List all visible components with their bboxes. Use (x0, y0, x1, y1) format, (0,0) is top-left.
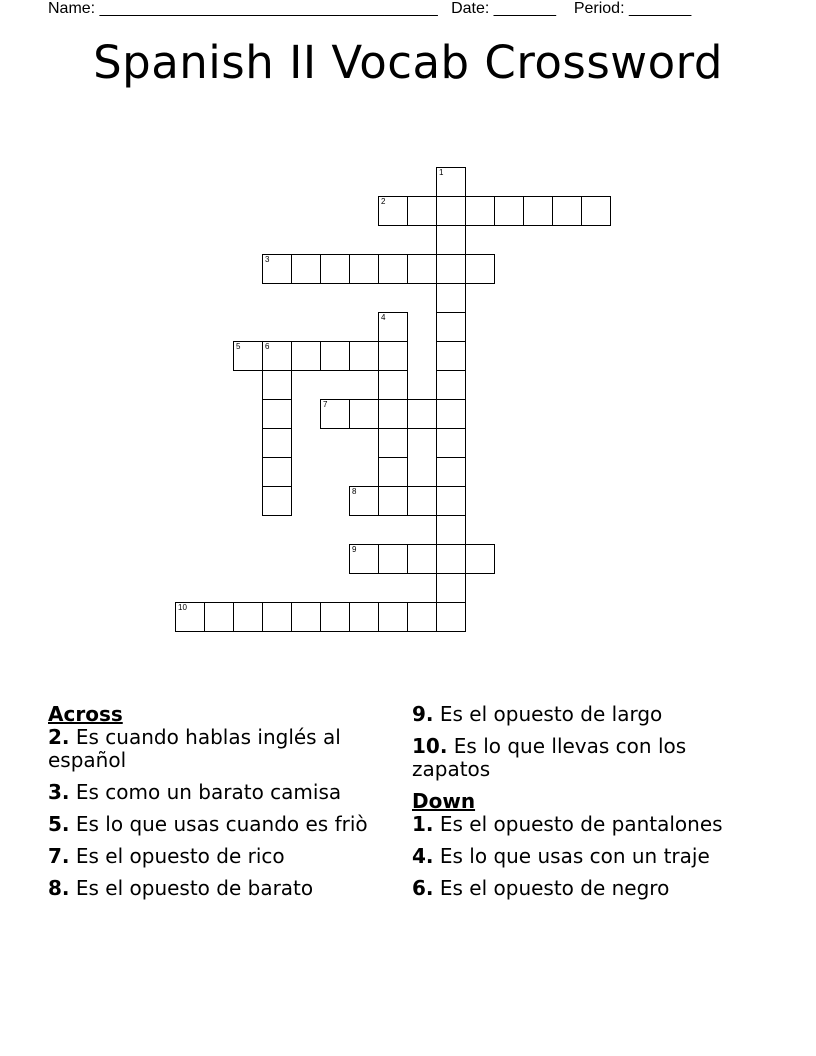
crossword-cell[interactable] (291, 602, 321, 632)
crossword-cell[interactable] (233, 341, 263, 371)
cell-number: 9 (352, 545, 357, 554)
crossword-cell[interactable] (407, 254, 437, 284)
clues-right-column (412, 703, 752, 909)
across-clue-list-continued (412, 703, 752, 781)
crossword-cell[interactable] (494, 196, 524, 226)
crossword-cell[interactable] (262, 428, 292, 458)
crossword-cell[interactable] (407, 544, 437, 574)
cell-number: 1 (439, 168, 444, 177)
clues-left-column (48, 703, 378, 909)
crossword-cell[interactable] (262, 602, 292, 632)
crossword-cell[interactable] (407, 399, 437, 429)
crossword-cell[interactable] (262, 457, 292, 487)
crossword-cell[interactable] (378, 341, 408, 371)
page-title: Spanish II Vocab Crossword (93, 36, 723, 89)
crossword-cell[interactable] (465, 196, 495, 226)
crossword-cell[interactable] (291, 341, 321, 371)
across-clue-list (48, 726, 378, 900)
crossword-cell[interactable] (349, 341, 379, 371)
crossword-cell[interactable] (436, 370, 466, 400)
clue-number: 4. (412, 844, 434, 868)
crossword-cell[interactable] (436, 312, 466, 342)
crossword-cell[interactable] (436, 196, 466, 226)
crossword-cell[interactable] (407, 602, 437, 632)
crossword-cell[interactable] (262, 254, 292, 284)
crossword-cell[interactable] (552, 196, 582, 226)
clue-number: 3. (48, 780, 70, 804)
across-clue (48, 877, 378, 900)
crossword-cell[interactable] (436, 515, 466, 545)
crossword-cell[interactable] (436, 486, 466, 516)
clue-text: Es el opuesto de barato (69, 876, 314, 900)
crossword-cell[interactable] (378, 486, 408, 516)
clue-text: Es como un barato camisa (69, 780, 342, 804)
cell-number: 2 (381, 197, 386, 206)
crossword-cell[interactable] (436, 399, 466, 429)
period-label: Period: _______ (573, 0, 692, 17)
crossword-cell[interactable] (349, 602, 379, 632)
across-clue (48, 845, 378, 868)
clue-text: Es el opuesto de rico (69, 844, 285, 868)
crossword-cell[interactable] (349, 486, 379, 516)
cell-number: 10 (178, 603, 187, 612)
across-clue (48, 813, 378, 836)
crossword-cell[interactable] (436, 167, 466, 197)
clue-number: 1. (412, 812, 434, 836)
crossword-cell[interactable] (233, 602, 263, 632)
clue-number: 9. (412, 702, 434, 726)
crossword-cell[interactable] (436, 283, 466, 313)
down-clue (412, 845, 752, 868)
crossword-cell[interactable] (378, 370, 408, 400)
clue-text: Es el opuesto de largo (433, 702, 663, 726)
crossword-cell[interactable] (465, 254, 495, 284)
crossword-cell[interactable] (378, 254, 408, 284)
down-heading: Down (412, 789, 476, 813)
crossword-cell[interactable] (262, 341, 292, 371)
cell-number: 8 (352, 487, 357, 496)
crossword-cell[interactable] (204, 602, 234, 632)
crossword-cell[interactable] (407, 196, 437, 226)
crossword-cell[interactable] (349, 544, 379, 574)
clue-number: 5. (48, 812, 70, 836)
crossword-cell[interactable] (378, 428, 408, 458)
crossword-cell[interactable] (262, 486, 292, 516)
crossword-cell[interactable] (378, 602, 408, 632)
crossword-cell[interactable] (436, 544, 466, 574)
across-clue (412, 703, 752, 726)
across-clue (412, 735, 752, 781)
down-clue (412, 877, 752, 900)
crossword-cell[interactable] (320, 399, 350, 429)
clue-text: Es lo que llevas con los zapatos (412, 734, 687, 781)
crossword-cell[interactable] (378, 457, 408, 487)
crossword-cell[interactable] (262, 399, 292, 429)
crossword-cell[interactable] (320, 341, 350, 371)
cell-number: 5 (236, 342, 241, 351)
cell-number: 7 (323, 400, 328, 409)
clue-number: 10. (412, 734, 448, 758)
cell-number: 6 (265, 342, 270, 351)
clue-text: Es el opuesto de negro (433, 876, 670, 900)
down-clue-list (412, 813, 752, 900)
crossword-cell[interactable] (436, 457, 466, 487)
across-clue (48, 726, 378, 772)
crossword-cell[interactable] (378, 399, 408, 429)
across-clue (48, 781, 378, 804)
clue-number: 6. (412, 876, 434, 900)
crossword-cell[interactable] (436, 341, 466, 371)
crossword-cell[interactable] (436, 573, 466, 603)
crossword-cell[interactable] (378, 544, 408, 574)
clue-text: Es el opuesto de pantalones (433, 812, 723, 836)
crossword-cell[interactable] (436, 428, 466, 458)
cell-number: 3 (265, 255, 270, 264)
clue-text: Es cuando hablas inglés al español (48, 725, 341, 772)
crossword-cell[interactable] (378, 196, 408, 226)
crossword-cell[interactable] (523, 196, 553, 226)
crossword-cell[interactable] (262, 370, 292, 400)
down-clue (412, 813, 752, 836)
clue-number: 8. (48, 876, 70, 900)
crossword-cell[interactable] (175, 602, 205, 632)
crossword-cell[interactable] (407, 486, 437, 516)
crossword-cell[interactable] (378, 312, 408, 342)
date-label: Date: _______ (451, 0, 557, 17)
crossword-cell[interactable] (436, 225, 466, 255)
crossword-cell[interactable] (465, 544, 495, 574)
clue-number: 2. (48, 725, 70, 749)
across-heading: Across (48, 702, 123, 726)
crossword-cell[interactable] (436, 602, 466, 632)
cell-number: 4 (381, 313, 386, 322)
crossword-cell[interactable] (320, 254, 350, 284)
crossword-cell[interactable] (581, 196, 611, 226)
clue-text: Es lo que usas cuando es friò (69, 812, 368, 836)
crossword-cell[interactable] (291, 254, 321, 284)
clue-text: Es lo que usas con un traje (433, 844, 710, 868)
crossword-cell[interactable] (349, 399, 379, 429)
clue-number: 7. (48, 844, 70, 868)
crossword-cell[interactable] (436, 254, 466, 284)
name-label: Name: ______________________________________ (48, 0, 438, 17)
crossword-cell[interactable] (320, 602, 350, 632)
crossword-cell[interactable] (349, 254, 379, 284)
